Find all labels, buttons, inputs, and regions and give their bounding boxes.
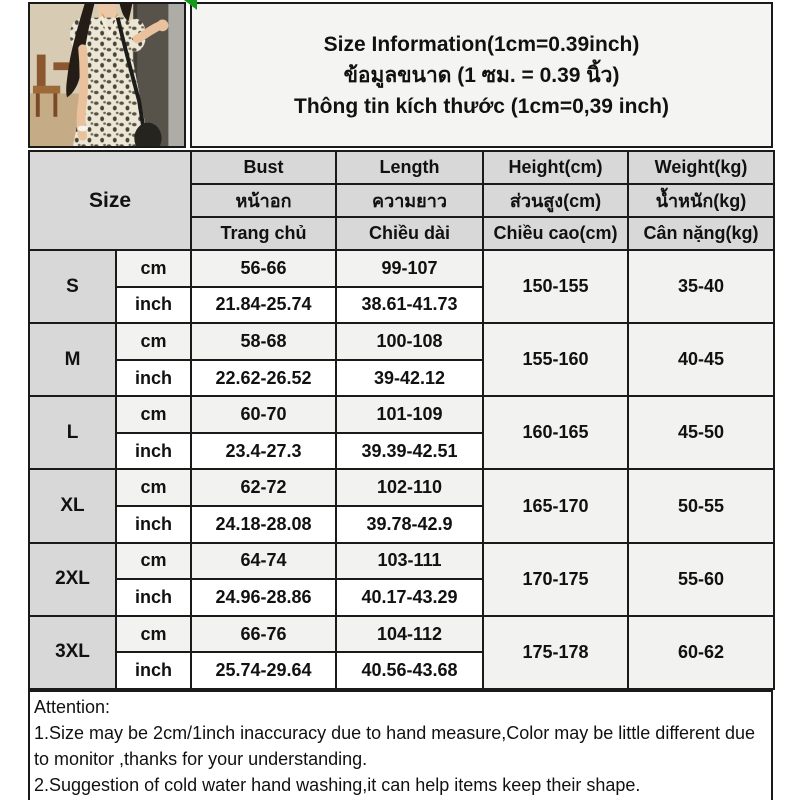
- bust-header-th: หน้าอก: [191, 184, 336, 217]
- attention-note-2: 2.Suggestion of cold water hand washing,it can help items keep their shape.: [34, 775, 641, 795]
- length-inch-value: 40.17-43.29: [336, 579, 483, 616]
- height-header-vi: Chiều cao(cm): [483, 217, 628, 250]
- size-label: M: [29, 323, 116, 396]
- height-value: 155-160: [483, 323, 628, 396]
- corner-flag-icon: [184, 0, 197, 10]
- unit-label-inch: inch: [116, 579, 191, 616]
- table-row: [29, 396, 774, 433]
- model-photo-illustration: [30, 4, 184, 146]
- length-cm-value: 104-112: [336, 616, 483, 653]
- table-row: [29, 616, 774, 653]
- bust-inch-value: 21.84-25.74: [191, 287, 336, 324]
- size-label: 2XL: [29, 543, 116, 616]
- bust-cm-value: 56-66: [191, 250, 336, 287]
- table-row: [29, 323, 774, 360]
- weight-value: 50-55: [628, 469, 774, 542]
- unit-label-cm: cm: [116, 469, 191, 506]
- bust-cm-value: 64-74: [191, 543, 336, 580]
- size-column-header: Size: [29, 151, 191, 250]
- unit-label-inch: inch: [116, 652, 191, 689]
- height-value: 170-175: [483, 543, 628, 616]
- size-label: 3XL: [29, 616, 116, 689]
- weight-value: 60-62: [628, 616, 774, 689]
- unit-label-cm: cm: [116, 323, 191, 360]
- attention-label: Attention:: [34, 697, 111, 717]
- size-label: L: [29, 396, 116, 469]
- length-inch-value: 39.78-42.9: [336, 506, 483, 543]
- bust-header-vi: Trang chủ: [191, 217, 336, 250]
- bust-cm-value: 60-70: [191, 396, 336, 433]
- height-value: 175-178: [483, 616, 628, 689]
- title-box: [190, 2, 773, 148]
- length-cm-value: 101-109: [336, 396, 483, 433]
- unit-label-inch: inch: [116, 433, 191, 470]
- size-label: S: [29, 250, 116, 323]
- table-row: [29, 250, 774, 287]
- height-header-th: ส่วนสูง(cm): [483, 184, 628, 217]
- length-inch-value: 38.61-41.73: [336, 287, 483, 324]
- length-inch-value: 39-42.12: [336, 360, 483, 397]
- weight-header-vi: Cân nặng(kg): [628, 217, 774, 250]
- bust-header-en: Bust: [191, 151, 336, 184]
- length-header-th: ความยาว: [336, 184, 483, 217]
- product-photo: [28, 2, 186, 148]
- weight-value: 55-60: [628, 543, 774, 616]
- bust-cm-value: 66-76: [191, 616, 336, 653]
- bust-inch-value: 25.74-29.64: [191, 652, 336, 689]
- attention-section: [28, 690, 773, 800]
- height-value: 150-155: [483, 250, 628, 323]
- weight-header-th: น้ำหนัก(kg): [628, 184, 774, 217]
- unit-label-cm: cm: [116, 250, 191, 287]
- page-title-vietnamese: Thông tin kích thước (1cm=0,39 inch): [294, 94, 669, 118]
- length-cm-value: 99-107: [336, 250, 483, 287]
- unit-label-inch: inch: [116, 287, 191, 324]
- bust-cm-value: 58-68: [191, 323, 336, 360]
- unit-label-inch: inch: [116, 360, 191, 397]
- weight-value: 35-40: [628, 250, 774, 323]
- size-table: [28, 150, 775, 690]
- size-label: XL: [29, 469, 116, 542]
- table-row: [29, 469, 774, 506]
- bust-inch-value: 23.4-27.3: [191, 433, 336, 470]
- unit-label-inch: inch: [116, 506, 191, 543]
- height-value: 165-170: [483, 469, 628, 542]
- weight-value: 45-50: [628, 396, 774, 469]
- attention-note-1: 1.Size may be 2cm/1inch inaccuracy due to hand measure,Color may be little different due to monitor ,thanks for your understanding.: [34, 723, 756, 769]
- table-row: [29, 543, 774, 580]
- page-title-thai: ข้อมูลขนาด (1 ซม. = 0.39 นิ้ว): [343, 63, 620, 87]
- length-cm-value: 100-108: [336, 323, 483, 360]
- height-value: 160-165: [483, 396, 628, 469]
- bust-cm-value: 62-72: [191, 469, 336, 506]
- length-header-vi: Chiều dài: [336, 217, 483, 250]
- length-inch-value: 39.39-42.51: [336, 433, 483, 470]
- unit-label-cm: cm: [116, 396, 191, 433]
- unit-label-cm: cm: [116, 543, 191, 580]
- height-header-en: Height(cm): [483, 151, 628, 184]
- bust-inch-value: 24.96-28.86: [191, 579, 336, 616]
- weight-value: 40-45: [628, 323, 774, 396]
- length-header-en: Length: [336, 151, 483, 184]
- unit-label-cm: cm: [116, 616, 191, 653]
- bust-inch-value: 22.62-26.52: [191, 360, 336, 397]
- page-title-english: Size Information(1cm=0.39inch): [323, 32, 640, 56]
- header-row-english: [29, 151, 774, 184]
- length-cm-value: 102-110: [336, 469, 483, 506]
- length-inch-value: 40.56-43.68: [336, 652, 483, 689]
- length-cm-value: 103-111: [336, 543, 483, 580]
- weight-header-en: Weight(kg): [628, 151, 774, 184]
- bust-inch-value: 24.18-28.08: [191, 506, 336, 543]
